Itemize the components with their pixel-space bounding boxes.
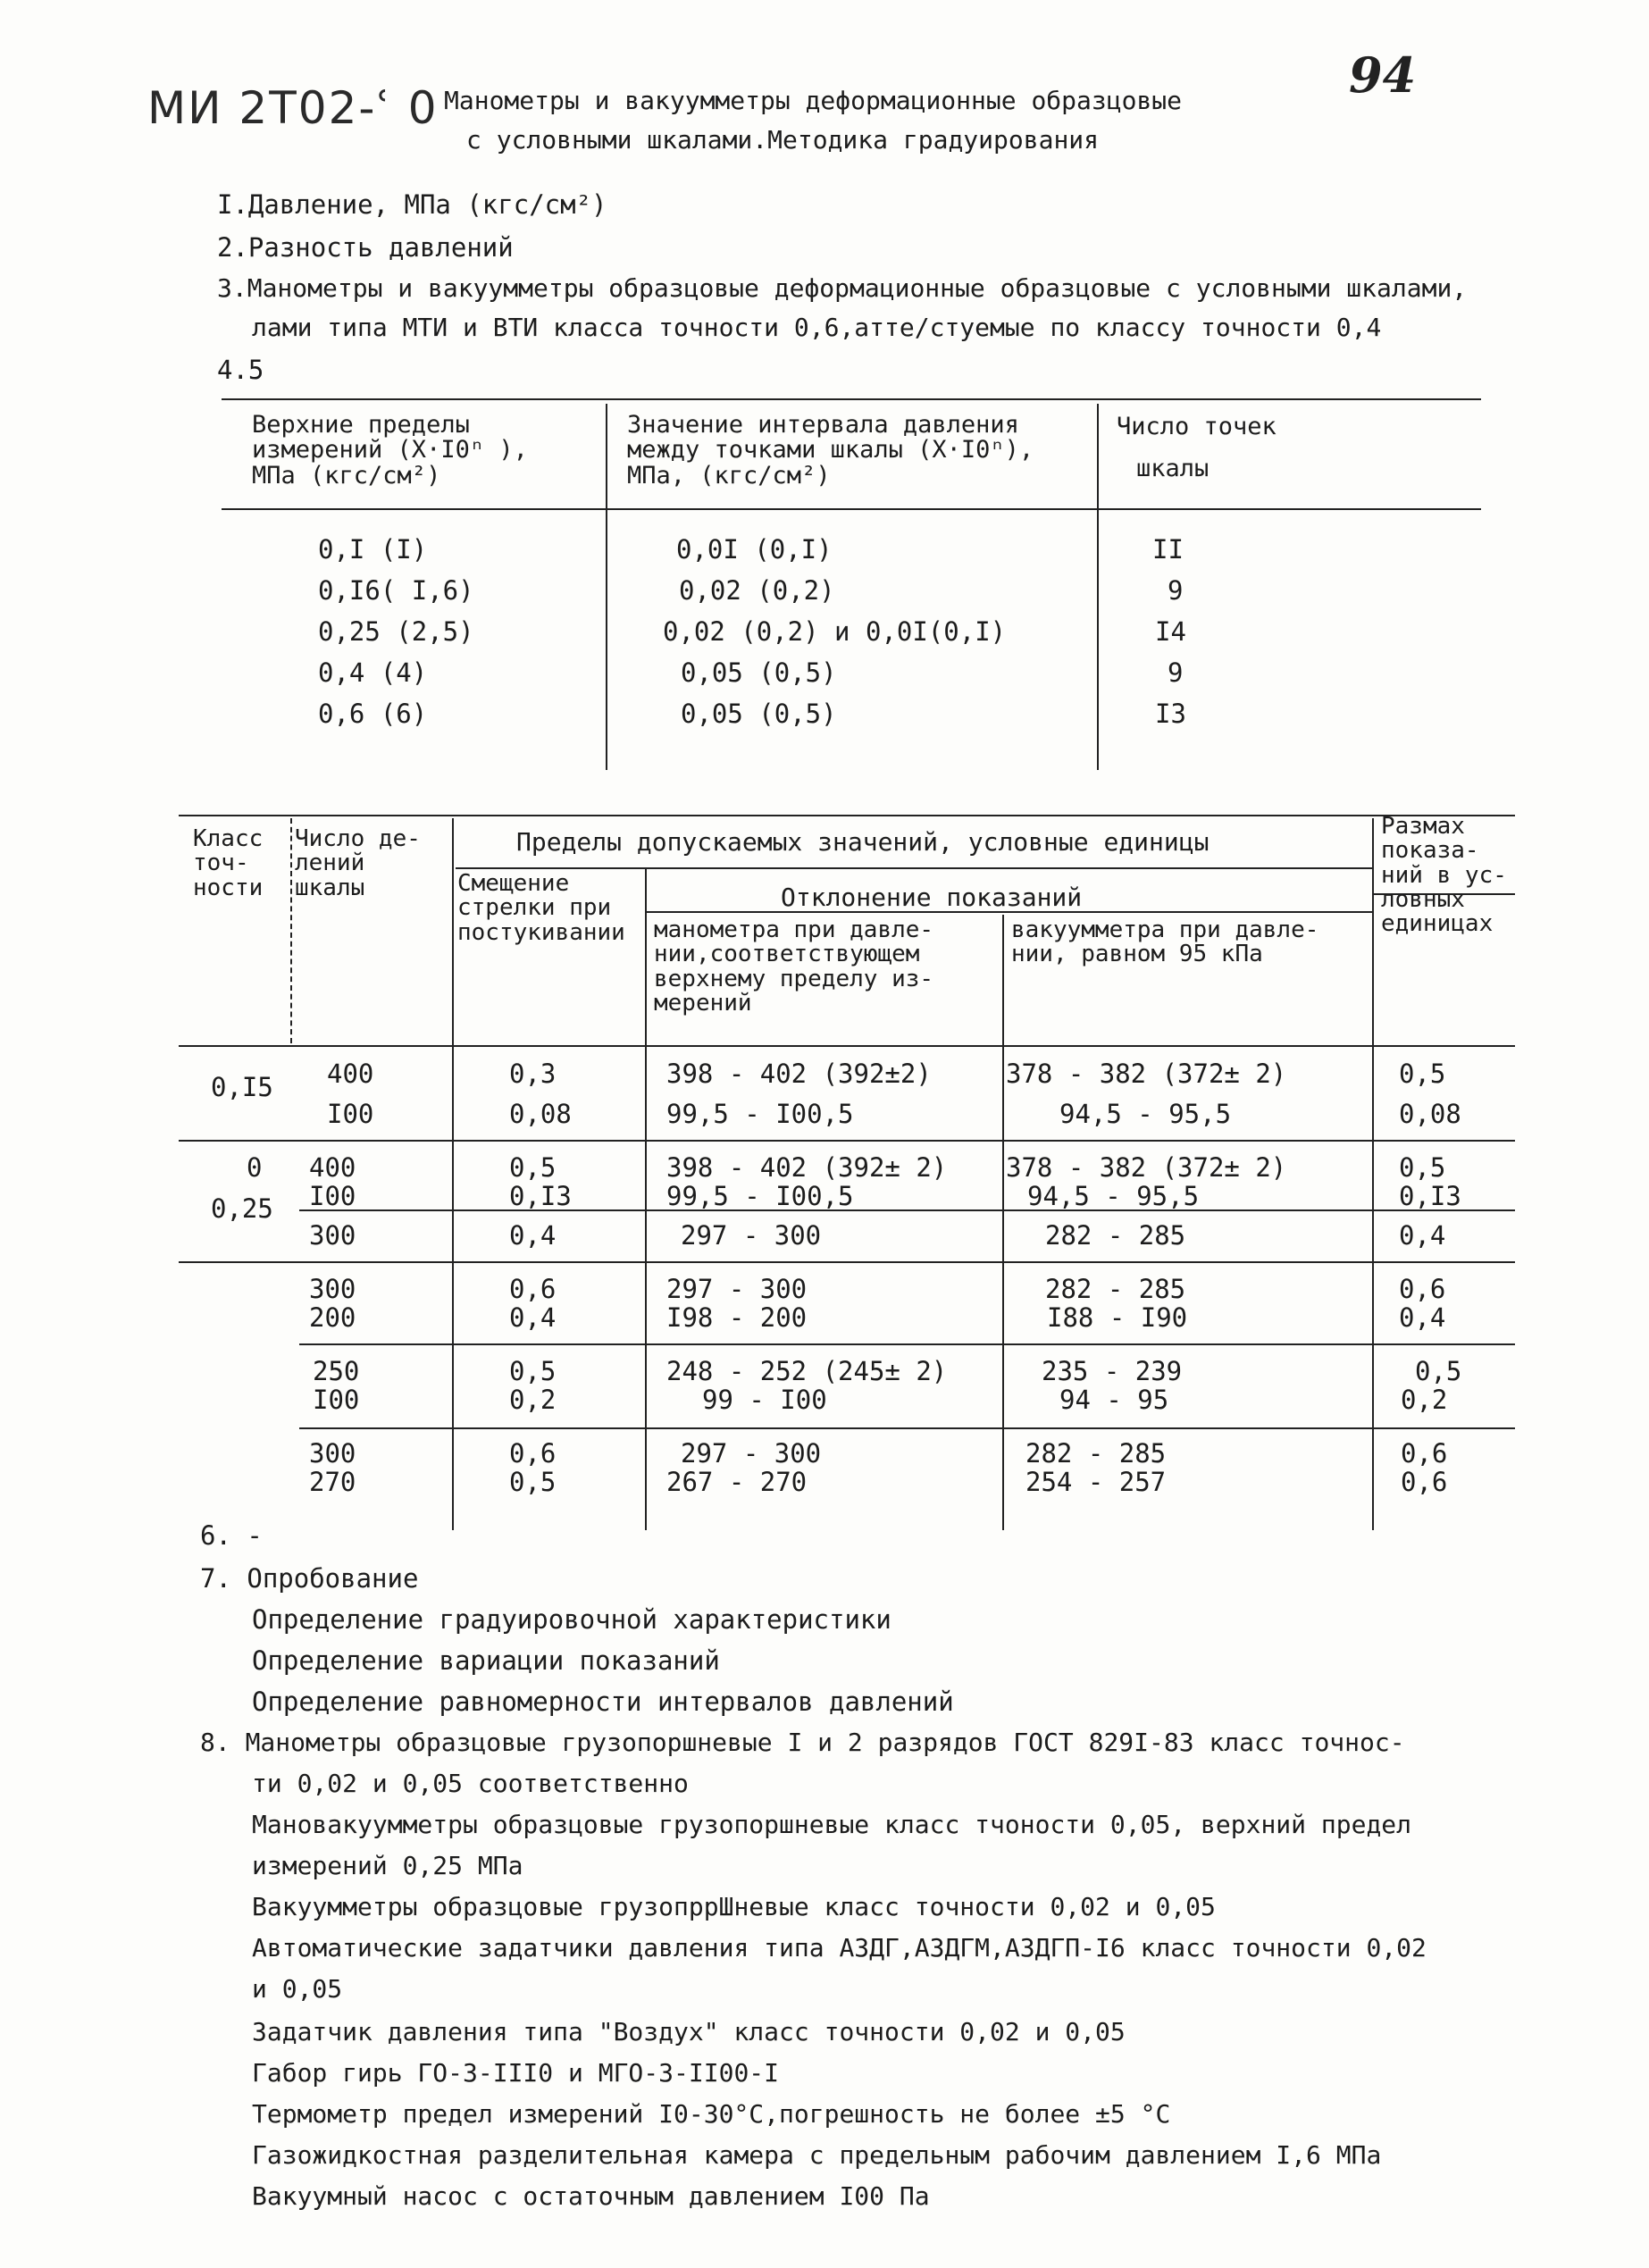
table2-divider-manometer (1002, 915, 1004, 1530)
table1-cell-limit: 0,4 (4) (318, 657, 428, 688)
table2-header-class: Класс точ- ности (193, 825, 264, 901)
table2-cell-vacuum: I88 - I90 (1047, 1302, 1188, 1333)
table2-cell-range: 0,I3 (1399, 1181, 1461, 1211)
table2-cell-range: 0,4 (1399, 1302, 1446, 1333)
table1-cell-points: II (1152, 534, 1184, 565)
item-2: 2.Разность давлений (217, 232, 514, 263)
table2-cell-manometer: 248 - 252 (245± 2) (666, 1356, 948, 1386)
table2-cell-vacuum: 94 - 95 (1059, 1385, 1169, 1415)
table2-header-limits: Пределы допускаемых значений, условные единицы (516, 827, 1210, 857)
item-8-line: Вакуумметры образцовые грузопррШневые класс точности 0,02 и 0,05 (252, 1892, 1216, 1921)
table1-cell-limit: 0,6 (6) (318, 699, 428, 729)
table2-cell-range: 0,2 (1401, 1385, 1448, 1415)
table2-cell-range: 0,5 (1399, 1152, 1446, 1183)
item-7-sub: Определение равномерности интервалов давлений (252, 1686, 954, 1717)
table2-cell-shift: 0,4 (509, 1302, 557, 1333)
table2-group2-inner-rule (299, 1209, 1515, 1211)
table1-header-interval: Значение интервала давления между точками шкалы (X·I0ⁿ), МПа, (кгс/см²) (627, 411, 1034, 490)
document-title-line2: с условными шкалами.Методика градуирования (466, 125, 1100, 155)
table2-cell-shift: 0,5 (509, 1152, 557, 1183)
table2-divider-class (290, 818, 292, 1043)
item-8-line: и 0,05 (252, 1974, 343, 2004)
table2-cell-manometer: 297 - 300 (666, 1274, 808, 1304)
table2-class-label: 0,I5 (211, 1072, 273, 1102)
table1-cell-points: I3 (1155, 699, 1186, 729)
table2-class-label: 0,25 (211, 1193, 273, 1224)
item-1: I.Давление, МПа (кгс/см²) (217, 189, 607, 220)
table1-divider-1 (606, 404, 607, 770)
table2-header-bottom-rule (179, 1045, 1515, 1047)
table2-cell-divisions: 300 (309, 1438, 356, 1469)
table2-cell-manometer: 398 - 402 (392±2) (666, 1059, 932, 1089)
item-8-line: ти 0,02 и 0,05 соответственно (252, 1769, 689, 1798)
document-title-line1: Манометры и вакуумметры деформационные образцовые (444, 86, 1183, 115)
table1-cell-limit: 0,I (I) (318, 534, 428, 565)
table2-cell-manometer: 99,5 - I00,5 (666, 1099, 854, 1129)
table2-cell-range: 0,5 (1399, 1059, 1446, 1089)
table2-cell-range: 0,6 (1401, 1438, 1448, 1469)
page-number: 94 (1349, 46, 1417, 104)
table2-divider-divisions (452, 818, 454, 1530)
item-8-line: 8. Манометры образцовые грузопоршневые I и 2 разрядов ГОСТ 829I-83 класс точнос- (200, 1728, 1405, 1757)
table1-cell-limit: 0,I6( I,6) (318, 575, 474, 606)
item-8-line: Вакуумный насос с остаточным давлением I00 Па (252, 2181, 930, 2211)
item-7-sub: Определение градуировочной характеристики (252, 1604, 891, 1635)
item-7-sub: Определение вариации показаний (252, 1645, 720, 1676)
table2-cell-manometer: 398 - 402 (392± 2) (666, 1152, 948, 1183)
table1-cell-interval: 0,0I (0,I) (676, 534, 833, 565)
table1-header-points: Число точек шкалы (1117, 413, 1277, 482)
table2-cell-shift: 0,2 (509, 1385, 557, 1415)
table2-group3-rule (299, 1343, 1515, 1345)
table2-cell-range: 0,5 (1415, 1356, 1462, 1386)
table2-cell-vacuum: 235 - 239 (1042, 1356, 1183, 1386)
table2-cell-vacuum: 378 - 382 (372± 2) (1006, 1152, 1287, 1183)
table2-cell-manometer: 99,5 - I00,5 (666, 1181, 854, 1211)
table2-cell-shift: 0,I3 (509, 1181, 572, 1211)
table2-cell-manometer: 297 - 300 (681, 1438, 822, 1469)
table2-cell-manometer: 267 - 270 (666, 1467, 808, 1497)
item-8-line: Габор гирь ГО-3-III0 и МГО-3-II00-I (252, 2058, 780, 2088)
table2-cell-vacuum: 282 - 285 (1025, 1438, 1167, 1469)
table2-cell-manometer: 297 - 300 (681, 1220, 822, 1251)
table2-cell-divisions: I00 (327, 1099, 374, 1129)
table1-cell-points: I4 (1155, 616, 1186, 647)
item-4-5: 4.5 (217, 355, 264, 385)
table2-cell-shift: 0,5 (509, 1356, 557, 1386)
table2-cell-vacuum: 94,5 - 95,5 (1059, 1099, 1232, 1129)
item-3-line1: 3.Манометры и вакуумметры образцовые деформационные образцовые с условными шкалами, (217, 273, 1468, 303)
table2-cell-range: 0,6 (1401, 1467, 1448, 1497)
item-8-line: измерений 0,25 МПа (252, 1851, 523, 1880)
table2-subheader-rule (456, 867, 1372, 869)
table2-cell-divisions: I00 (313, 1385, 360, 1415)
table2-cell-shift: 0,6 (509, 1438, 557, 1469)
table1-divider-2 (1097, 404, 1099, 770)
table2-header-divisions: Число де- лений шкалы (295, 825, 421, 901)
table2-cell-divisions: 400 (309, 1152, 356, 1183)
table2-cell-shift: 0,6 (509, 1274, 557, 1304)
table2-cell-divisions: 200 (309, 1302, 356, 1333)
table1-cell-points: 9 (1168, 575, 1184, 606)
item-6: 6. - (200, 1520, 263, 1551)
table2-cell-vacuum: 94,5 - 95,5 (1027, 1181, 1200, 1211)
table1-header-rule (222, 508, 1481, 510)
table2-header-vacuum: вакуумметра при давле- нии, равном 95 кПа (1011, 916, 1319, 968)
table2-cell-range: 0,08 (1399, 1099, 1461, 1129)
table2-cell-shift: 0,4 (509, 1220, 557, 1251)
table2-header-range: Размах показа- ний в ус- ловных единицах (1381, 813, 1507, 938)
table1-cell-interval: 0,02 (0,2) (679, 575, 835, 606)
table1-cell-interval: 0,05 (0,5) (681, 657, 837, 688)
table2-class-label: 0 (247, 1152, 263, 1183)
item-8-line: Задатчик давления типа "Воздух" класс точности 0,02 и 0,05 (252, 2017, 1126, 2046)
table2-cell-manometer: I98 - 200 (666, 1302, 808, 1333)
table2-cell-divisions: 300 (309, 1274, 356, 1304)
table2-cell-vacuum: 254 - 257 (1025, 1467, 1167, 1497)
table2-cell-vacuum: 282 - 285 (1045, 1220, 1186, 1251)
table1-header-limits: Верхние пределы измерений (X·I0ⁿ ), МПа (кгс/см²) (252, 411, 528, 490)
table2-cell-divisions: I00 (309, 1181, 356, 1211)
table2-cell-divisions: 400 (327, 1059, 374, 1089)
table2-cell-divisions: 270 (309, 1467, 356, 1497)
table2-cell-manometer: 99 - I00 (702, 1385, 827, 1415)
table2-cell-vacuum: 378 - 382 (372± 2) (1006, 1059, 1287, 1089)
table2-cell-shift: 0,5 (509, 1467, 557, 1497)
item-8-line: Автоматические задатчики давления типа АЗДГ,АЗДГМ,АЗДГП-I6 класс точности 0,02 (252, 1933, 1427, 1963)
table2-group2-rule (179, 1261, 1515, 1263)
table2-cell-range: 0,6 (1399, 1274, 1446, 1304)
table2-cell-vacuum: 282 - 285 (1045, 1274, 1186, 1304)
table2-header-deviation: Отклонение показаний (781, 883, 1083, 912)
item-8-line: Газожидкостная разделительная камера с предельным рабочим давлением I,6 МПа (252, 2140, 1382, 2170)
table2-cell-range: 0,4 (1399, 1220, 1446, 1251)
table2-group1-rule (179, 1140, 1515, 1142)
item-7: 7. Опробование (200, 1563, 419, 1594)
document-code: МИ 2Т02-ʿ 0 (147, 82, 439, 134)
table2-top-rule (179, 815, 1515, 816)
table2-header-shift: Смещение стрелки при постукивании (457, 870, 625, 946)
item-3-line2: лами типа МТИ и ВТИ класса точности 0,6,атте/стуемые по классу точности 0,4 (252, 313, 1382, 342)
table1-cell-interval: 0,05 (0,5) (681, 699, 837, 729)
table1-top-rule (222, 398, 1481, 400)
item-8-line: Мановакуумметры образцовые грузопоршневые класс тчоности 0,05, верхний предел (252, 1810, 1412, 1839)
table1-cell-interval: 0,02 (0,2) и 0,0I(0,I) (663, 616, 1007, 647)
table2-cell-shift: 0,3 (509, 1059, 557, 1089)
table2-divider-vacuum (1372, 818, 1374, 1530)
table1-cell-points: 9 (1168, 657, 1184, 688)
table2-header-manometer: манометра при давле- нии,соответствующем верхнему пределу из- мерений (654, 916, 934, 1017)
table2-cell-divisions: 300 (309, 1220, 356, 1251)
table2-divider-shift (645, 867, 647, 1530)
table2-group4-rule (299, 1427, 1515, 1429)
table1-cell-limit: 0,25 (2,5) (318, 616, 474, 647)
table2-cell-shift: 0,08 (509, 1099, 572, 1129)
item-8-line: Термометр предел измерений I0-30°С,погрешность не более ±5 °С (252, 2099, 1171, 2129)
table2-cell-divisions: 250 (313, 1356, 360, 1386)
